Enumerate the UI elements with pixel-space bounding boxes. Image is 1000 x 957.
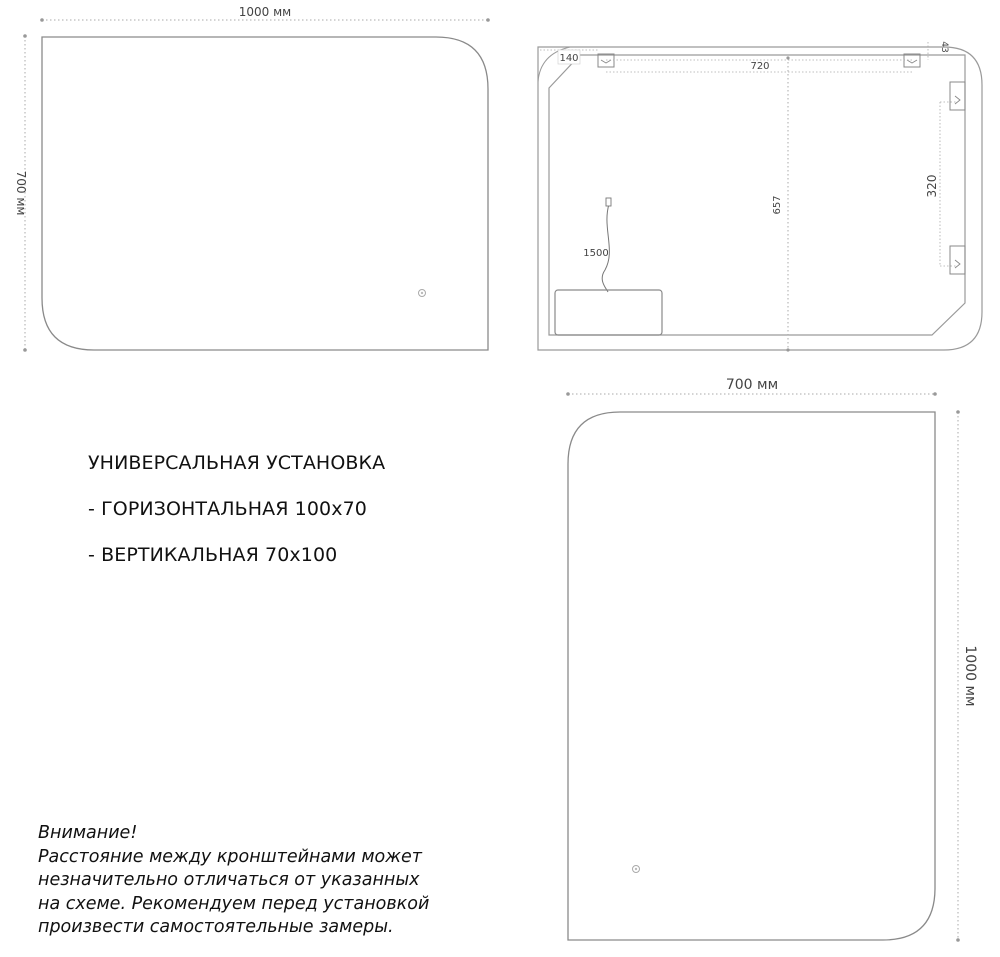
side-bracket-bottom (950, 246, 965, 274)
bracket-hook-icon (601, 60, 611, 63)
bracket-hook-icon (955, 260, 960, 268)
cable-label: 1500 (583, 248, 609, 259)
mirror-outline (42, 37, 488, 350)
touch-sensor-dot (635, 868, 637, 870)
bracket-spacing-label: 720 (750, 61, 770, 72)
height-label: 657 (772, 195, 783, 215)
notice-line: на схеме. Рекомендуем перед установкой (38, 893, 430, 914)
notice-block (38, 822, 508, 940)
dimension-endpoint (933, 392, 937, 396)
notice-title: Внимание! (38, 823, 138, 843)
dimension-endpoint (486, 18, 490, 22)
height-label: 700 мм (14, 170, 28, 216)
dimension-endpoint (40, 18, 44, 22)
mounting-scheme (538, 41, 982, 351)
touch-sensor-dot (421, 292, 423, 294)
width-label: 700 мм (725, 377, 779, 393)
dimension-endpoint (786, 348, 789, 351)
notice-line: произвести самостоятельные замеры. (38, 917, 394, 937)
scheme-outer-outline (538, 47, 982, 350)
dimension-endpoint (956, 938, 960, 942)
notice-line: незначительно отличаться от указанных (38, 870, 420, 890)
dimension-endpoint (23, 34, 27, 38)
side-bracket-top (950, 82, 965, 110)
installation-title: УНИВЕРСАЛЬНАЯ УСТАНОВКА (88, 452, 386, 474)
mirror-outline (568, 412, 935, 940)
bracket-hook-icon (907, 60, 917, 63)
scheme-backplate-outline (549, 55, 965, 335)
dimension-endpoint (23, 348, 27, 352)
vertical-mirror (566, 377, 978, 942)
installation-vertical: - ВЕРТИКАЛЬНАЯ 70х100 (88, 544, 338, 566)
vertical-bracket-label: 320 (925, 174, 939, 198)
bracket-hook-icon (955, 96, 960, 104)
top-bracket-left (598, 54, 614, 67)
height-label: 1000 мм (962, 645, 978, 707)
horizontal-mirror (14, 5, 490, 352)
top-bracket-right (904, 54, 920, 67)
installation-horizontal: - ГОРИЗОНТАЛЬНАЯ 100х70 (88, 498, 367, 520)
dimension-endpoint (786, 56, 789, 59)
dimension-endpoint (956, 410, 960, 414)
width-label: 1000 мм (238, 5, 292, 19)
notice-line: Расстояние между кронштейнами может (38, 846, 422, 867)
offset-label: 140 (559, 53, 579, 64)
cable-plug-icon (606, 198, 611, 206)
led-driver-box (555, 290, 662, 335)
top-offset-label: 43 (939, 41, 949, 53)
dimension-endpoint (566, 392, 570, 396)
